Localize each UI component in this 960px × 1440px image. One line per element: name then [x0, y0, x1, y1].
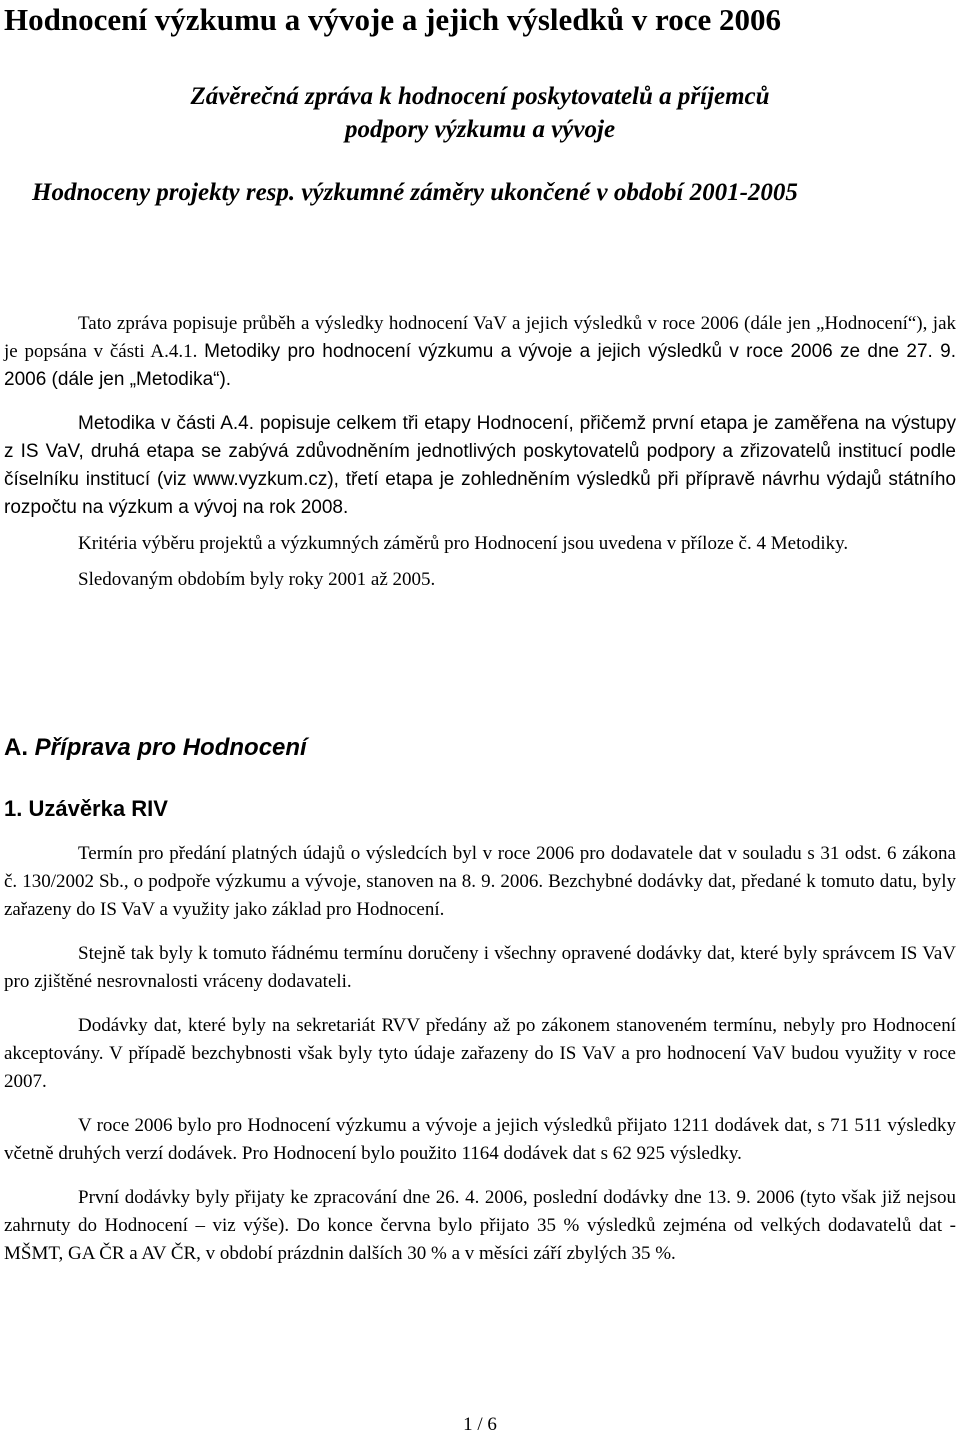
section-1-paragraph-5: První dodávky byly přijaty ke zpracování dne 26. 4. 2006, poslední dodávky dne 13. 9. 2006 (tyto však již nejsou zahrnuty do Hodnocení – viz výše). Do konce června bylo přijato 35 % výsledků zejména od velkých dodavatelů dat - MŠMT, GA ČR a AV ČR, v období prázdnin dalších 30 % a v měsíci září zbylých 35 %.	[4, 1187, 956, 1264]
page-number: 1 / 6	[463, 1414, 497, 1435]
intro-paragraph-1-part-1: Tato zpráva popisuje průběh a výsledky hodnocení VaV a jejich výsledků v roce 2006 (dále jen „Hodnocení“), jak je popsána v části A.4.1.	[4, 313, 956, 362]
intro-section	[4, 310, 956, 594]
section-a-heading	[4, 733, 307, 763]
intro-paragraph-4: Sledovaným obdobím byly roky 2001 až 2005.	[78, 569, 436, 590]
intro-paragraph-3: Kritéria výběru projektů a výzkumných záměrů pro Hodnocení jsou uvedena v příloze č. 4 Metodiky.	[78, 533, 849, 554]
section-a-title: Příprava pro Hodnocení	[34, 734, 307, 761]
intro-paragraph-1	[4, 310, 956, 394]
section-1-paragraph-2: Stejně tak byly k tomuto řádnému termínu doručeny i všechny opravené dodávky dat, které byly správcem IS VaV pro zjištěné nesrovnalosti vráceny dodavateli.	[4, 943, 956, 992]
section-1-body	[4, 840, 956, 1268]
section-1-heading: 1. Uzávěrka RIV	[4, 796, 168, 821]
document-title: Hodnocení výzkumu a vývoje a jejich výsledků v roce 2006	[4, 2, 781, 37]
report-subtitle-line-2: podpory výzkumu a vývoje	[344, 116, 616, 143]
report-subtitle-line-1: Závěrečná zpráva k hodnocení poskytovatelů a příjemců	[190, 83, 770, 110]
section-1-paragraph-1: Termín pro předání platných údajů o výsledcích byl v roce 2006 pro dodavatele dat v souladu s 31 odst. 6 zákona č. 130/2002 Sb., o podpoře výzkumu a vývoje, stanoven na 8. 9. 2006. Bezchybné dodávky dat, předané k tomuto datu, byly zařazeny do IS VaV a využity jako základ pro Hodnocení.	[4, 843, 956, 920]
intro-paragraph-2: Metodika v části A.4. popisuje celkem tři etapy Hodnocení, přičemž první etapa je zaměřena na výstupy z IS VaV, druhá etapa se zabývá zdůvodněním jednotlivých poskytovatelů podpory a zřizovatelů institucí podle číselníku institucí (viz www.vyzkum.cz), třetí etapa je zohledněním výsledků při přípravě návrhu výdajů státního rozpočtu na výzkum a vývoj na rok 2008.	[4, 413, 956, 518]
report-subtitle	[4, 80, 956, 146]
section-1-paragraph-4: V roce 2006 bylo pro Hodnocení výzkumu a vývoje a jejich výsledků přijato 1211 dodávek dat, s 71 511 výsledky včetně druhých verzí dodávek. Pro Hodnocení bylo použito 1164 dodávek dat s 62 925 výsledky.	[4, 1115, 956, 1164]
intro-paragraph-1-part-2: Metodiky pro hodnocení výzkumu a vývoje a jejich výsledků v roce 2006 ze dne 27. 9. 2006 (dále jen „Metodika“).	[4, 341, 956, 390]
evaluated-projects-line: Hodnoceny projekty resp. výzkumné záměry ukončené v období 2001-2005	[32, 179, 798, 206]
section-a-prefix: A.	[4, 734, 35, 761]
section-1-paragraph-3: Dodávky dat, které byly na sekretariát RVV předány až po zákonem stanoveném termínu, nebyly pro Hodnocení akceptovány. V případě bezchybnosti však byly tyto údaje zařazeny do IS VaV a pro hodnocení VaV budou využity v roce 2007.	[4, 1015, 956, 1092]
